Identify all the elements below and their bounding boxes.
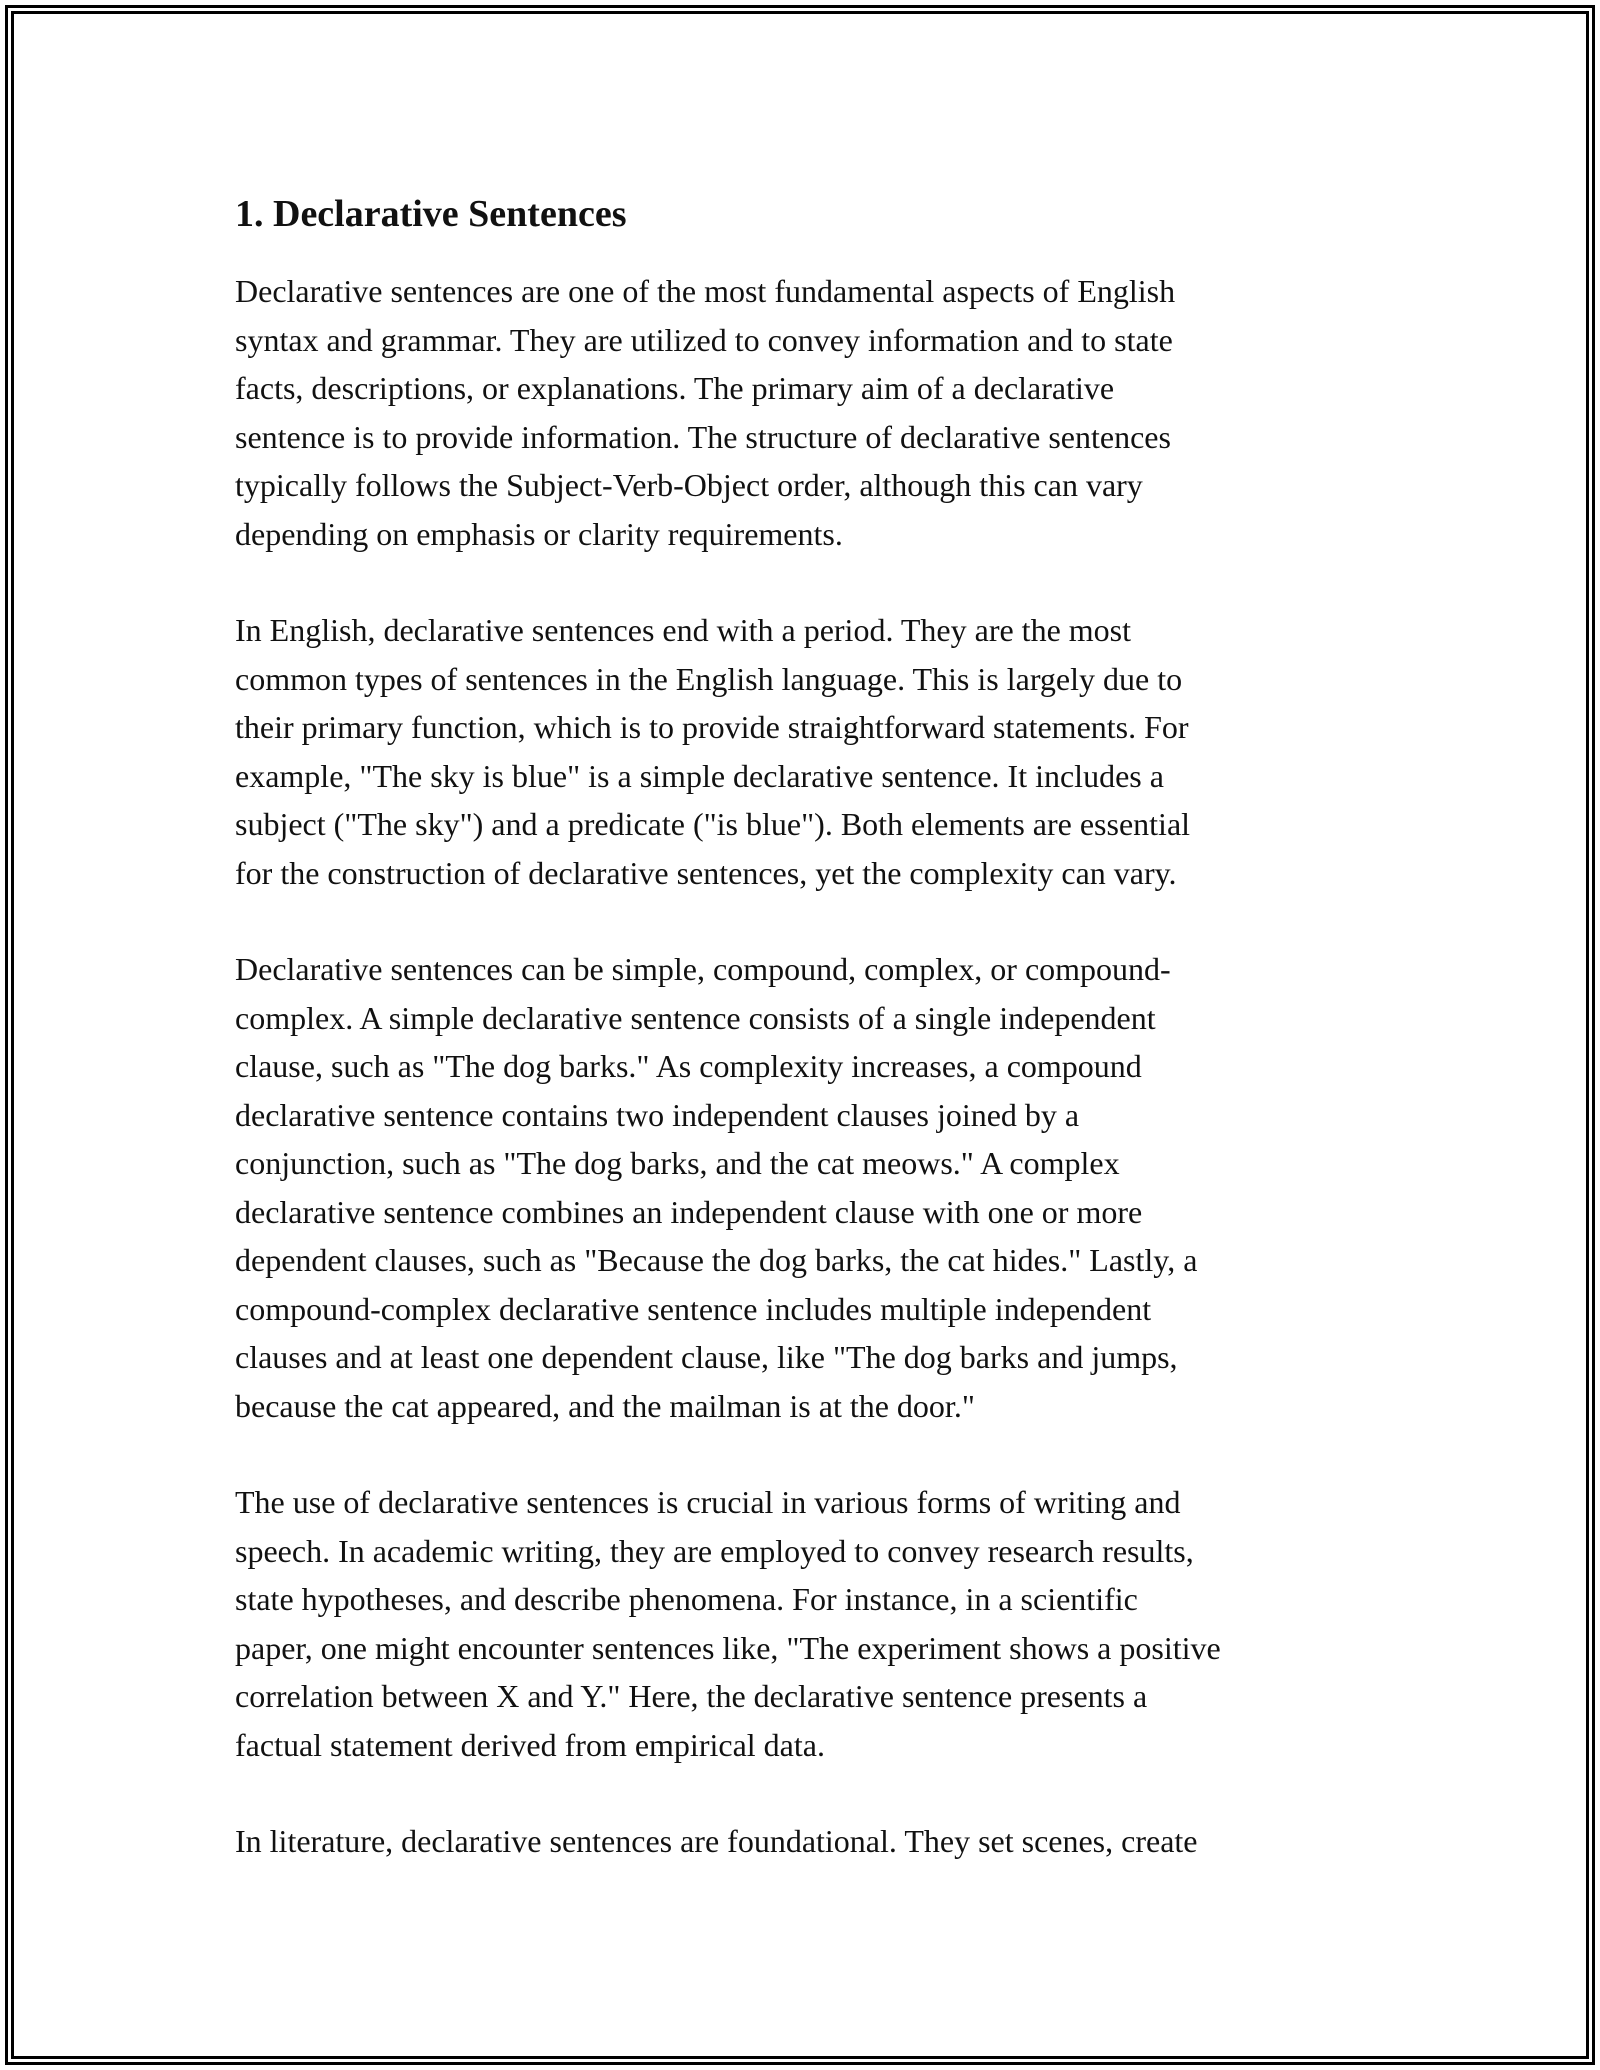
paragraph-1	[235, 267, 1375, 558]
paragraph-line: factual statement derived from empirical data.	[235, 1726, 825, 1763]
paragraph-line: typically follows the Subject-Verb-Object order, although this can vary	[235, 467, 1143, 503]
paragraph-5	[235, 1817, 1375, 1866]
paragraph-line: depending on emphasis or clarity requirements.	[235, 515, 843, 552]
paragraph-line: declarative sentence contains two independent clauses joined by a	[235, 1096, 1080, 1133]
paragraph-line: sentence is to provide information. The structure of declarative sentences	[235, 418, 1171, 455]
paragraph-line: clause, such as "The dog barks." As complexity increases, a compound	[235, 1048, 1142, 1084]
paragraph-line: paper, one might encounter sentences like, "The experiment shows a positive	[235, 1629, 1221, 1666]
paragraph-line: for the construction of declarative sentences, yet the complexity can vary.	[235, 854, 1177, 891]
paragraph-line: The use of declarative sentences is crucial in various forms of writing and	[235, 1484, 1181, 1520]
paragraph-line: declarative sentence combines an independent clause with one or more	[235, 1193, 1143, 1230]
paragraph-4	[235, 1478, 1375, 1769]
section-heading: 1. Declarative Sentences	[235, 193, 627, 235]
paragraph-line: Declarative sentences can be simple, compound, complex, or compound-	[235, 951, 1171, 987]
paragraph-line: syntax and grammar. They are utilized to convey information and to state	[235, 321, 1173, 358]
paragraph-line: correlation between X and Y." Here, the declarative sentence presents a	[235, 1678, 1148, 1714]
paragraph-line: their primary function, which is to provide straightforward statements. For	[235, 709, 1189, 745]
paragraph-line: example, "The sky is blue" is a simple declarative sentence. It includes a	[235, 757, 1164, 794]
paragraph-line: because the cat appeared, and the mailman is at the door."	[235, 1387, 975, 1424]
paragraph-line: Declarative sentences are one of the most fundamental aspects of English	[235, 273, 1176, 309]
paragraph-line: subject ("The sky") and a predicate ("is blue"). Both elements are essential	[235, 806, 1191, 842]
paragraph-line: facts, descriptions, or explanations. The primary aim of a declarative	[235, 370, 1115, 406]
paragraph-line: compound-complex declarative sentence includes multiple independent	[235, 1290, 1152, 1327]
paragraph-line: speech. In academic writing, they are employed to convey research results,	[235, 1532, 1194, 1569]
paragraph-line: In literature, declarative sentences are foundational. They set scenes, create	[235, 1823, 1198, 1859]
paragraph-line: state hypotheses, and describe phenomena. For instance, in a scientific	[235, 1581, 1138, 1617]
paragraph-line: In English, declarative sentences end with a period. They are the most	[235, 612, 1131, 648]
document-body	[235, 185, 1375, 1914]
paragraph-line: complex. A simple declarative sentence consists of a single independent	[235, 999, 1156, 1036]
paragraph-line: dependent clauses, such as "Because the dog barks, the cat hides." Lastly, a	[235, 1242, 1198, 1278]
paragraph-line: clauses and at least one dependent clause, like "The dog barks and jumps,	[235, 1339, 1178, 1375]
paragraph-2	[235, 606, 1375, 897]
paragraph-line: common types of sentences in the English language. This is largely due to	[235, 660, 1183, 697]
paragraph-3	[235, 945, 1375, 1430]
paragraph-line: conjunction, such as "The dog barks, and the cat meows." A complex	[235, 1145, 1120, 1181]
